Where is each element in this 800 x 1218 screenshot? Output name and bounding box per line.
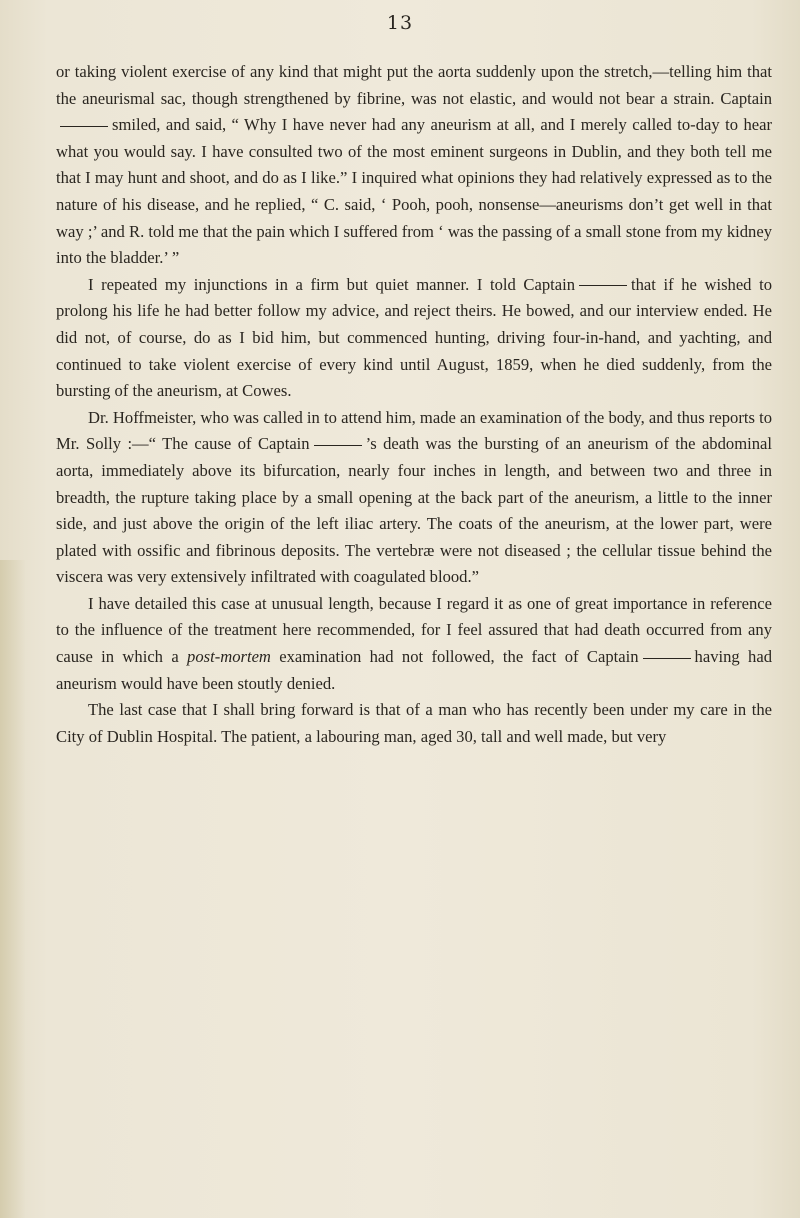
text-body [56,59,772,750]
paragraph-1 [56,59,772,272]
paragraph-3-part-1: Dr. Hoffmeister, who was called in to attend him, made an examination of the body, and thus reports to Mr. Solly :—“ The cause of Captain [56,407,772,454]
paragraph-4 [56,591,772,697]
paragraph-2-part-2: that if he wished to prolong his life he had better follow my advice, and reject theirs. He bowed, and our interview ended. He did not, of course, do as I bid him, but commenced hunting, driving four-in-hand, and yachting, and continued to take violent exercise of every kind until August, 1859, when he died suddenly, from the bursting of the aneurism, at Cowes. [56,274,772,401]
paragraph-1-part-1: or taking violent exercise of any kind that might put the aorta suddenly upon the stretch,—telling him that the aneurismal sac, though strengthened by fibrine, was not elastic, and would not bear a strain. Captain [56,62,772,108]
name-omission-dash [643,658,691,659]
paragraph-2 [56,272,772,405]
page-number: 13 [386,12,414,34]
paragraph-5 [56,697,772,750]
paragraph-4-part-4: having had aneurism would have been stoutly denied. [56,647,772,693]
paragraph-4-part-1: I have detailed this case at unusual length, because I regard it as one of great importance in reference to the influence of the treatment here recommended, for I feel assured that had death occurred from any cause in which a [56,593,772,667]
paragraph-3 [56,405,772,591]
paragraph-1-part-2: smiled, and said, “ Why I have never had any aneurism at all, and I merely called to-day to hear what you would say. I have consulted two of the most eminent surgeons in Dublin, and they both tell me that I may hunt and shoot, and do as I like.” I inquired what opinions they had relatively expressed as to the nature of his disease, and he replied, “ C. said, ‘ Pooh, pooh, nonsense—aneurisms don’t get well in that way ;’ and R. told me that the pain which I suffered from ‘ was the passing of a small stone from my kidney into the bladder.’ ” [56,115,772,268]
paragraph-4-italic-term: post-mortem [187,647,271,667]
paragraph-5-part-1: The last case that I shall bring forward is that of a man who has recently been under my care in the City of Dublin Hospital. The patient, a labouring man, aged 30, tall and well made, but very [56,700,772,746]
name-omission-dash [314,445,362,446]
name-omission-dash [60,126,108,127]
paragraph-3-part-2: ’s death was the bursting of an aneurism of the abdominal aorta, immediately above its bifurcation, nearly four inches in length, and between two and three in breadth, the rupture taking place by a small opening at the back part of the aneurism, a little to the inner side, and just above the origin of the left iliac artery. The coats of the aneurism, at the lower part, were plated with ossific and fibrinous deposits. The vertebræ were not diseased ; the cellular tissue behind the viscera was very extensively infiltrated with coagulated blood.” [56,434,772,587]
paragraph-4-part-3: examination had not followed, the fact of Captain [279,647,639,667]
name-omission-dash [579,285,627,286]
paragraph-2-part-1: I repeated my injunctions in a firm but quiet manner. I told Captain [88,274,575,294]
page-fold-shadow [0,560,26,1218]
